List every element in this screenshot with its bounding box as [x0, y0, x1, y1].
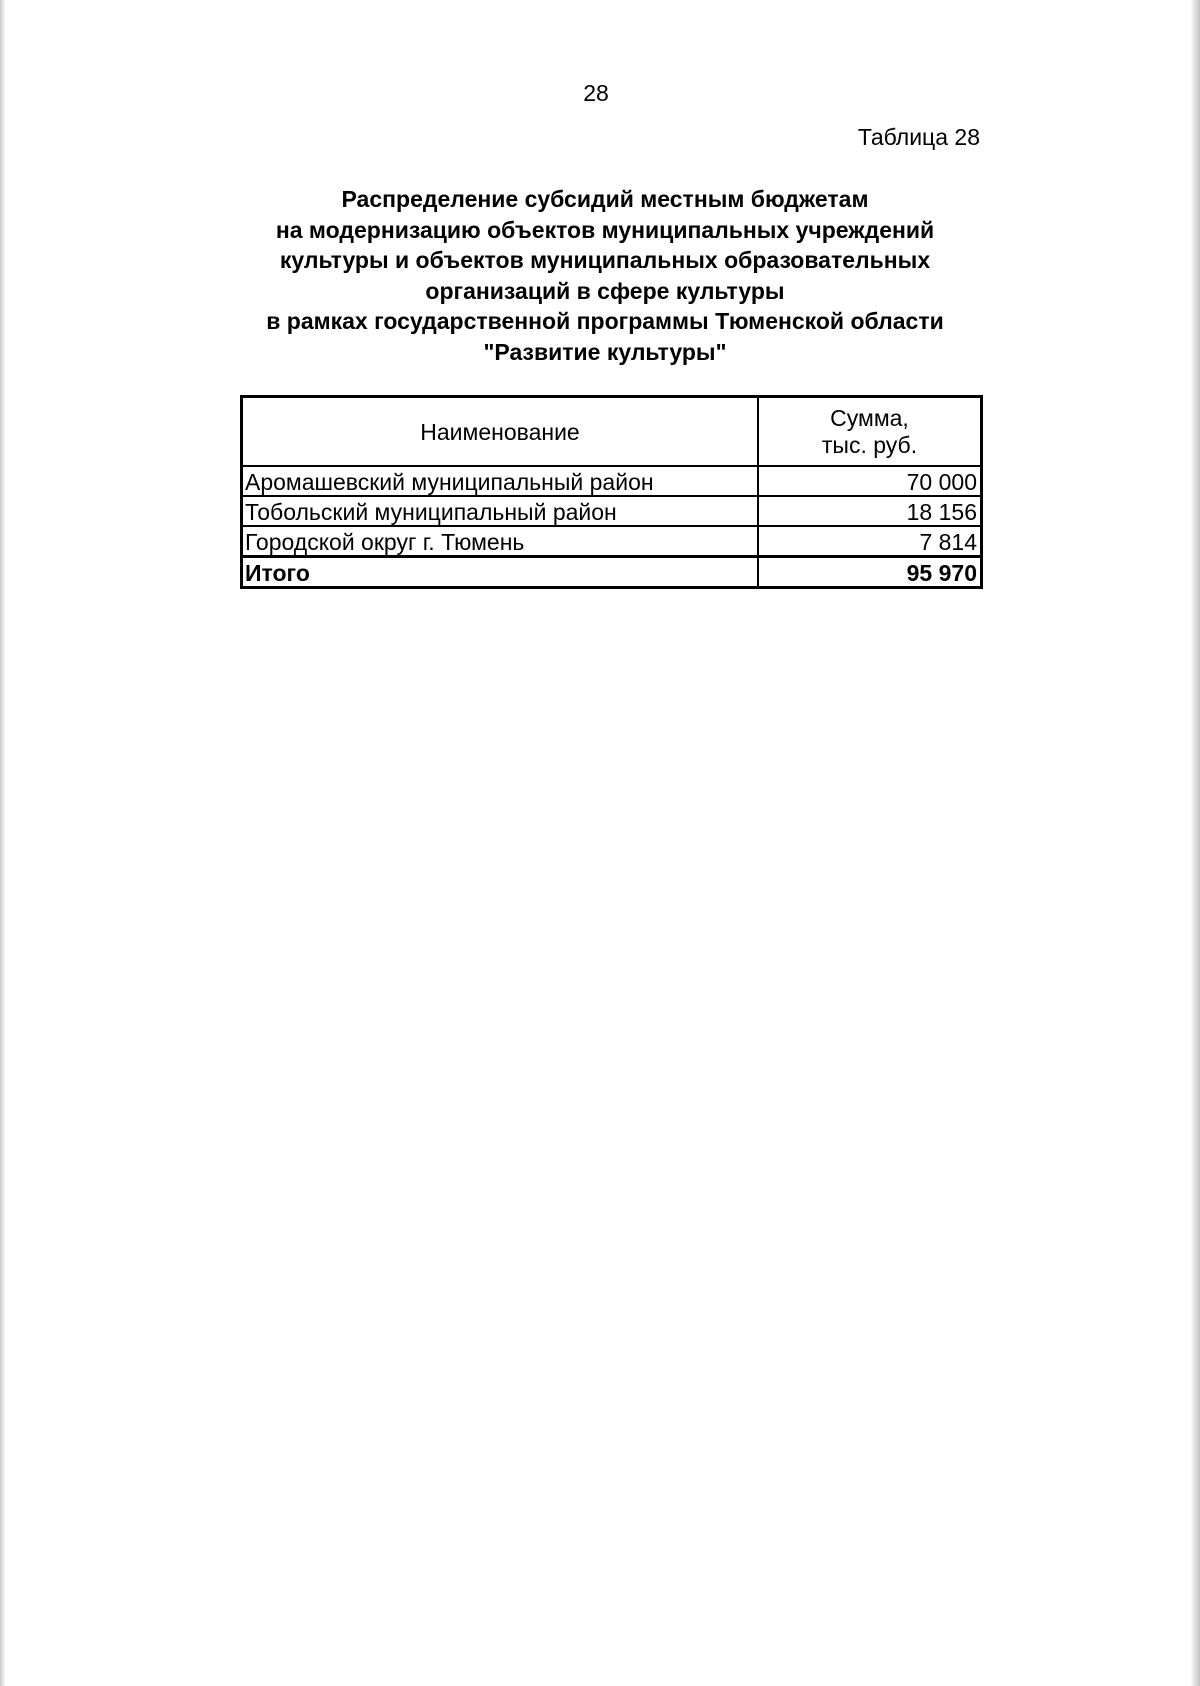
title-line: на модернизацию объектов муниципальных учреждений	[275, 216, 935, 243]
total-row	[242, 557, 982, 588]
document-title	[200, 184, 1010, 367]
table-row	[242, 526, 982, 557]
title-line: организаций в сфере культуры	[425, 277, 785, 304]
row-amount: 7 814	[758, 526, 982, 557]
scan-edge-left	[0, 0, 6, 1686]
row-amount: 18 156	[758, 496, 982, 526]
header-sum-line2: тыс. руб.	[821, 431, 918, 458]
title-line: в рамках государственной программы Тюменской области	[266, 308, 944, 334]
title-line: Распределение субсидий местным бюджетам	[341, 186, 869, 212]
title-line: культуры и объектов муниципальных образовательных	[279, 247, 931, 273]
table-caption: Таблица 28	[857, 124, 980, 150]
row-name: Аромашевский муниципальный район	[242, 466, 759, 496]
header-sum	[758, 397, 982, 467]
header-name: Наименование	[242, 397, 759, 467]
row-amount: 70 000	[758, 466, 982, 496]
scan-edge-right	[1190, 0, 1200, 1686]
total-label: Итого	[242, 557, 759, 588]
total-amount: 95 970	[758, 557, 982, 588]
row-name: Городской округ г. Тюмень	[242, 526, 759, 557]
row-name: Тобольский муниципальный район	[242, 496, 759, 526]
table-header-row	[242, 397, 982, 467]
subsidy-table	[240, 395, 983, 589]
table-row	[242, 466, 982, 496]
page-number: 28	[583, 80, 609, 106]
title-line: "Развитие культуры"	[483, 338, 727, 365]
table-row	[242, 496, 982, 526]
header-sum-line1: Сумма,	[830, 404, 909, 431]
